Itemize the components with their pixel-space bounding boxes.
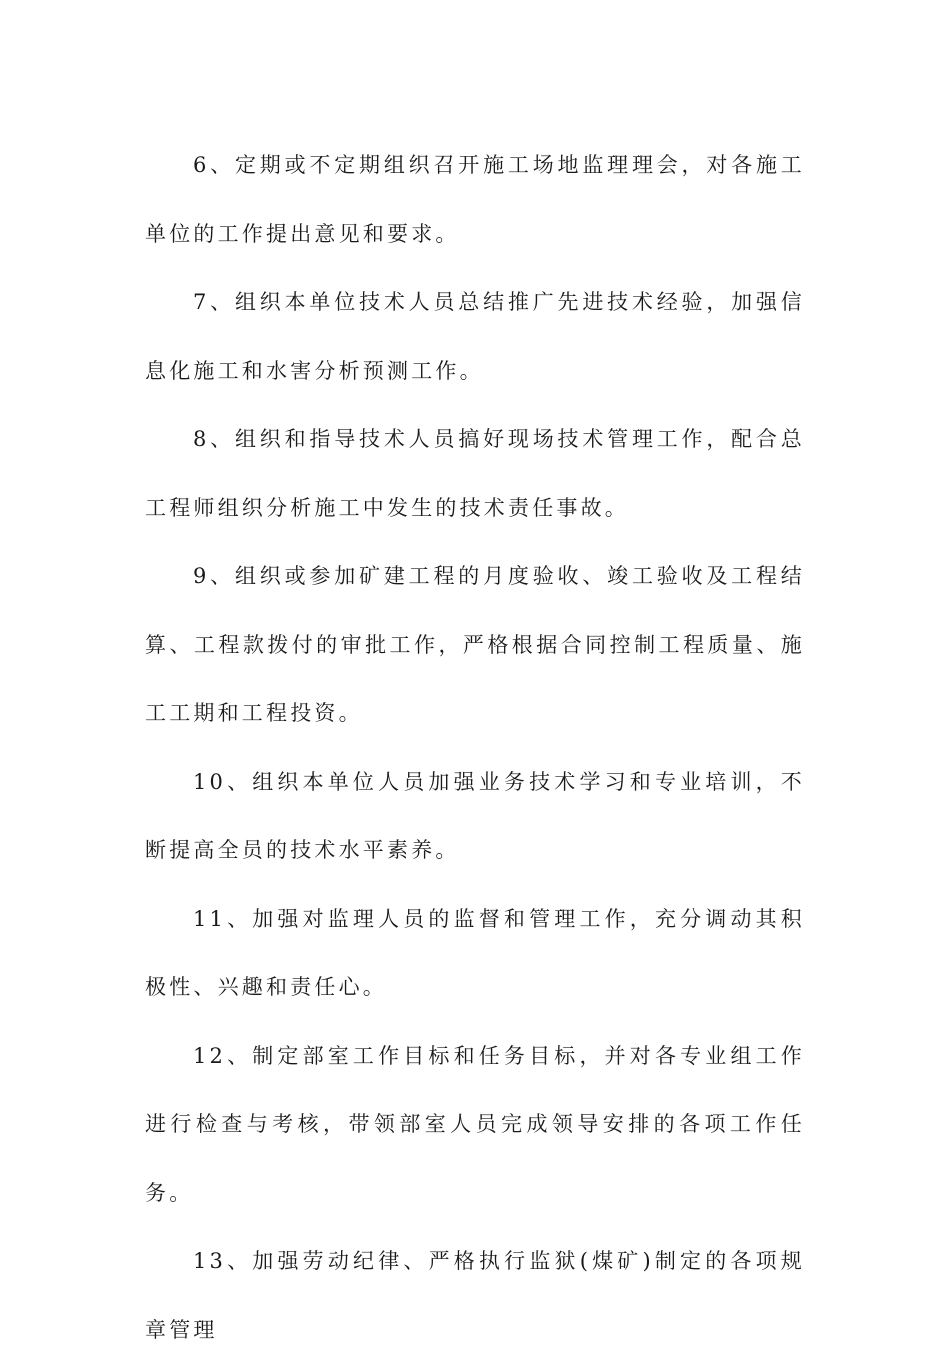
document-body [145,131,805,1364]
paragraph-item-11: 11、加强对监理人员的监督和管理工作，充分调动其积极性、兴趣和责任心。 [145,906,805,999]
paragraph-item-6: 6、定期或不定期组织召开施工场地监理理会，对各施工单位的工作提出意见和要求。 [145,153,805,246]
paragraph-item-7: 7、组织本单位技术人员总结推广先进技术经验，加强信息化施工和水害分析预测工作。 [145,290,805,383]
paragraph-item-12: 12、制定部室工作目标和任务目标，并对各专业组工作进行检查与考核，带领部室人员完成领导安排的各项工作任务。 [145,1043,805,1205]
paragraph-item-8: 8、组织和指导技术人员搞好现场技术管理工作，配合总工程师组织分析施工中发生的技术责任事故。 [145,427,805,520]
paragraph-item-10: 10、组织本单位人员加强业务技术学习和专业培训，不断提高全员的技术水平素养。 [145,769,805,862]
paragraph-item-13: 13、加强劳动纪律、严格执行监狱(煤矿)制定的各项规章管理 [145,1249,805,1342]
paragraph-item-9: 9、组织或参加矿建工程的月度验收、竣工验收及工程结算、工程款拨付的审批工作，严格根据合同控制工程质量、施工工期和工程投资。 [145,564,805,725]
